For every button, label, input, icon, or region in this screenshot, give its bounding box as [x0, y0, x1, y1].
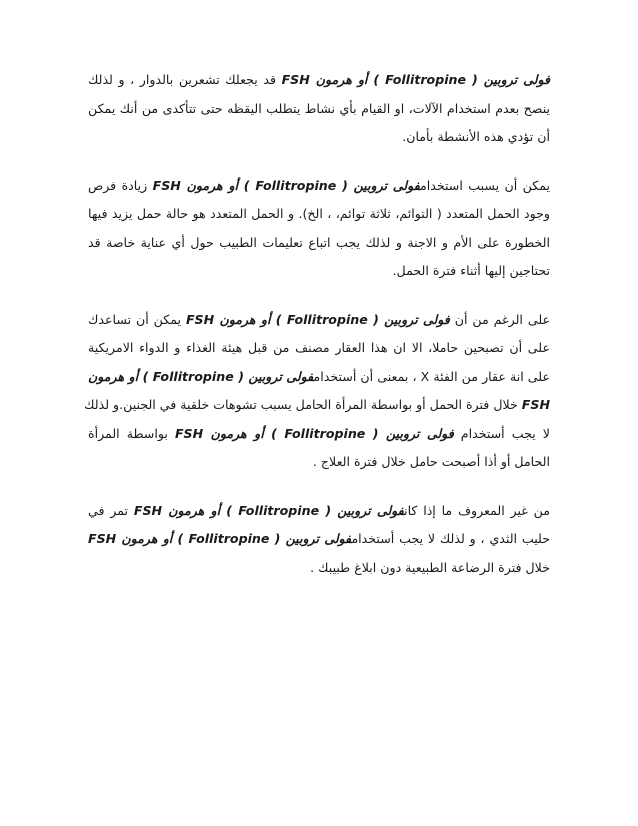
text-line	[88, 497, 550, 526]
paragraph-breastfeeding	[88, 497, 550, 583]
text-run: تحتاجين إليها أثناء فترة الحمل.	[392, 263, 550, 278]
text-run: خلال فترة الرضاعة الطبيعية دون ابلاغ طبيبك .	[310, 559, 550, 575]
drug-name: فولى تروبين ( Follitropine ) أو هرمون FSH	[174, 425, 454, 441]
drug-name: فولى تروبين ( Follitropine ) أو هرمون	[88, 368, 314, 384]
drug-name: فولى تروبين ( Follitropine ) أو هرمون FSH	[281, 72, 550, 87]
text-line	[88, 525, 550, 554]
text-run: خلال فترة الحمل أو بواسطة المرأة الحامل يسبب تشوهات خلقية في الجنين.و لذلك	[84, 397, 522, 412]
paragraph-multiple-pregnancy	[88, 172, 550, 286]
text-run: على أن تصبحين حاملا، الا ان هذا العقار مصنف من قبل هيئة الغذاء و الدواء الامريكية	[88, 340, 550, 355]
text-run: يمكن أن يسبب استخدام	[420, 177, 550, 193]
text-run: ينصح بعدم استخدام الآلات، او القيام بأي نشاط يتطلب اليقظه حتى تتأكدى من أنك يمكن	[88, 100, 550, 116]
text-line	[88, 66, 550, 95]
document-body	[84, 66, 551, 602]
text-run: حليب الثدي ، و لذلك لا يجب أستخدام	[351, 531, 550, 546]
drug-name: فولى تروبين ( Follitropine ) أو هرمون FSH	[133, 502, 405, 518]
text-line	[88, 200, 550, 229]
drug-name: فولى تروبين ( Follitropine ) أو هرمون FSH	[88, 531, 352, 546]
text-line	[88, 554, 550, 583]
text-run: وجود الحمل المتعدد ( التوائم، ثلاثة توائم، ، الخ). و الحمل المتعدد هو حالة حمل يزيد فيها	[88, 206, 550, 221]
text-line	[88, 363, 550, 392]
paragraph-pregnancy-category-x	[84, 306, 551, 477]
text-line	[88, 306, 550, 335]
text-line	[88, 257, 550, 286]
text-run: لا يجب أستخدام	[453, 425, 550, 441]
drug-name: فولى تروبين ( Follitropine ) أو هرمون FSH	[185, 311, 450, 327]
text-run: على انة عقار من الفئة X ، بمعنى أن أستخدام	[313, 368, 550, 384]
drug-name: FSH	[521, 397, 550, 412]
text-line	[84, 391, 550, 420]
text-run: زيادة فرص	[88, 177, 153, 193]
text-run: يمكن أن تساعدك	[88, 311, 186, 327]
paragraph-dizziness-warning	[88, 66, 550, 152]
text-run: على الرغم من أن	[449, 311, 551, 327]
text-line	[88, 448, 550, 477]
text-run: من غير المعروف ما إذا كان	[404, 502, 550, 518]
text-run: بواسطة المرأة	[88, 425, 175, 441]
drug-name: فولى تروبين ( Follitropine ) أو هرمون FSH	[152, 177, 421, 193]
text-line	[88, 123, 550, 152]
text-line	[88, 172, 550, 201]
text-run: أن تؤدي هذه الأنشطة بأمان.	[402, 129, 550, 144]
text-run: الحامل أو أذا أصبحت حامل خلال فترة العلاج .	[312, 454, 550, 469]
text-line	[88, 229, 550, 258]
text-run: الخطورة على الأم و الاجنة و لذلك يجب اتباع تعليمات الطبيب حول أي عناية خاصة قد	[88, 234, 550, 250]
text-line	[88, 95, 550, 124]
text-line	[88, 420, 550, 449]
text-run: تمر في	[88, 502, 134, 518]
text-run: قد يجعلك تشعرين بالدوار ، و لذلك	[88, 72, 282, 87]
text-line	[88, 334, 550, 363]
